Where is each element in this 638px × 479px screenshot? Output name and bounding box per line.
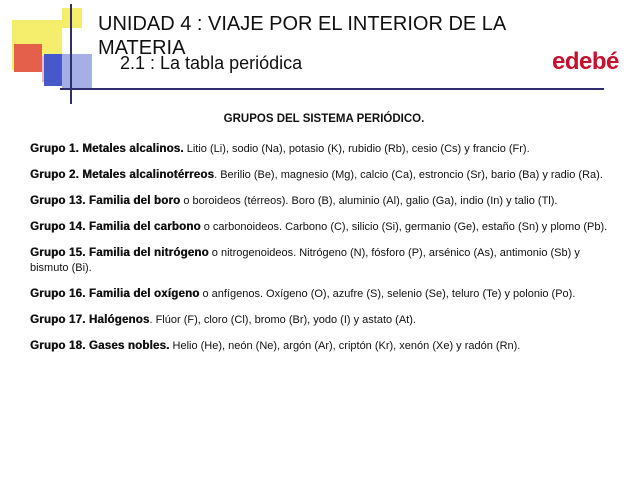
group-name: Grupo 14. Familia del carbono [30, 221, 201, 233]
group-name: Grupo 16. Familia del oxígeno [30, 288, 200, 300]
logo-square-lavender [62, 54, 92, 90]
group-item [30, 246, 618, 276]
group-item [30, 194, 618, 209]
group-name: Grupo 13. Familia del boro [30, 195, 181, 207]
section-heading: GRUPOS DEL SISTEMA PERIÓDICO. [223, 113, 425, 125]
group-description: . Flúor (F), cloro (Cl), bromo (Br), yodo (I) y astato (At). [149, 314, 416, 326]
group-item [30, 313, 618, 328]
group-description: . Berilio (Be), magnesio (Mg), calcio (Ca), estroncio (Sr), bario (Ba) y radio (Ra). [214, 169, 603, 181]
group-name: Grupo 17. Halógenos [30, 314, 150, 326]
group-description: Helio (He), neón (Ne), argón (Ar), criptón (Kr), xenón (Xe) y radón (Rn). [169, 340, 521, 352]
slide-title-line2: MATERIA [98, 37, 186, 59]
group-name: Grupo 2. Metales alcalinotérreos [30, 169, 215, 181]
group-name: Grupo 18. Gases nobles. [30, 340, 170, 352]
group-item [30, 168, 618, 183]
group-item [30, 287, 618, 302]
logo-square-red [14, 44, 42, 72]
group-name: Grupo 15. Familia del nitrógeno [30, 247, 209, 259]
slide-title-line1: UNIDAD 4 : VIAJE POR EL INTERIOR DE LA [98, 13, 507, 35]
group-name: Grupo 1. Metales alcalinos. [30, 143, 184, 155]
group-description: o boroideos (térreos). Boro (B), aluminio (Al), galio (Ga), indio (In) y talio (Tl). [180, 195, 558, 207]
slide-subtitle: 2.1 : La tabla periódica [120, 53, 303, 73]
group-description: o carbonoideos. Carbono (C), silicio (Si), germanio (Ge), estaño (Sn) y plomo (Pb). [200, 221, 608, 233]
logo-square-yellow-small [62, 8, 82, 28]
group-item [30, 220, 618, 235]
group-item [30, 339, 618, 354]
group-description: o nitrogenoideos. Nitrógeno (N), fósforo (P), arsénico (As), antimonio (Sb) y bismuto (Bi). [30, 247, 580, 274]
group-item [30, 142, 618, 157]
group-description: o anfígenos. Oxígeno (O), azufre (S), selenio (Se), teluro (Te) y polonio (Po). [199, 288, 576, 300]
groups-list [30, 142, 618, 365]
logo-square-blue [44, 54, 64, 86]
group-description: Litio (Li), sodio (Na), potasio (K), rubidio (Rb), cesio (Cs) y francio (Fr). [183, 143, 530, 155]
horizontal-divider [60, 88, 604, 90]
brand-logo: edebé [552, 48, 619, 75]
